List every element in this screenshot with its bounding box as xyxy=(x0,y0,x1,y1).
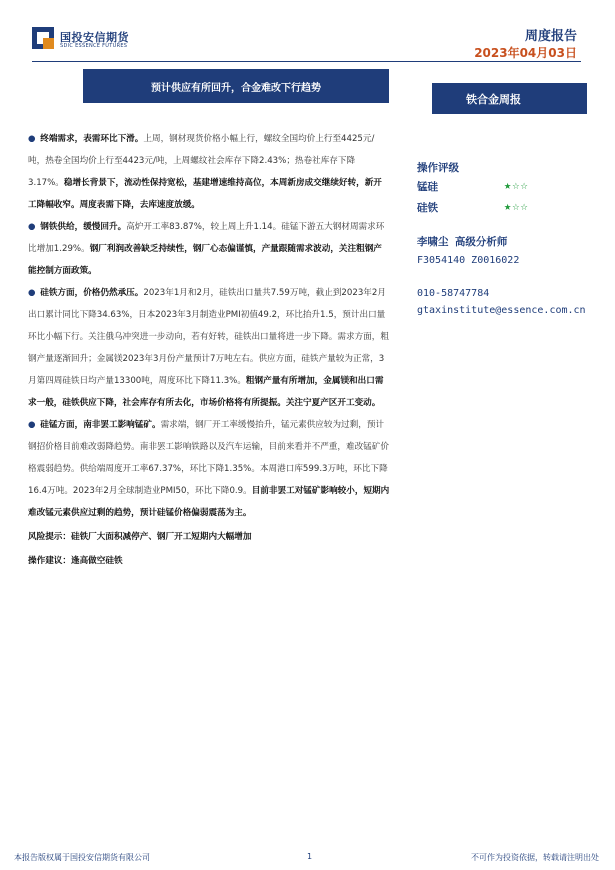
section-text: 需求端，钢厂开工率缓慢抬升，锰元素供应较为过剩，预计钢招价格目前难改弱降趋势。南非罢工影响铁路以及汽车运输，目前来看并不严重，难改锰矿价格震弱趋势。供给端周度开工率67.37%，环比下降1.35%。本周港口库599.3万吨，环比下降16.4万吨。2023年2月全球制造业PMI50，环比下降0.9。 xyxy=(28,420,389,496)
section-text: 高炉开工率83.87%，较上周上升1.14。硅锰下游五大钢材周需求环比增加1.29%。 xyxy=(28,222,385,254)
section-conclusion: 粗钢产量有所增加，金属镁和出口需求一般，硅铁供应下降，社会库存有所去化，市场价格将有所提振。关注宁夏产区开工变动。 xyxy=(28,376,384,408)
analyst-name: 李啸尘 高级分析师 xyxy=(417,236,508,248)
section-text: 上周，钢材现货价格小幅上行，螺纹全国均价上行至4425元/吨，热卷全国均价上行至4423元/吨，上周螺纹社会库存下降2.43%；热卷社库存下降3.17%。 xyxy=(28,134,375,188)
bullet-icon: ● xyxy=(28,222,36,232)
rating-title: 操作评级 xyxy=(417,162,459,174)
section-steel-supply xyxy=(28,216,390,282)
rating-row-ferrosilicon xyxy=(417,196,607,217)
rating-row-silicomanganese xyxy=(417,175,607,196)
section-heading: 硅铁方面，价格仍然承压。 xyxy=(40,288,144,298)
company-logo xyxy=(32,27,192,53)
report-title: 预计供应有所回升，合金难改下行趋势 xyxy=(83,69,389,103)
section-heading: 钢铁供给，缓慢回升。 xyxy=(40,222,127,232)
logo-text-cn: 国投安信期货 xyxy=(60,31,129,44)
section-conclusion: 目前非罢工对锰矿影响较小，短期内难改锰元素供应过剩的趋势，预计硅锰价格偏弱震荡为主。 xyxy=(28,486,390,518)
rating-name: 锰硅 xyxy=(417,181,438,193)
section-conclusion: 稳增长背景下，流动性保持宽松，基建增速维持高位，本周新房成交继续好转，新开工降幅收窄。周度表需下降，去库速度放缓。 xyxy=(28,178,382,210)
section-demand xyxy=(28,128,390,216)
logo-mark-icon xyxy=(32,27,54,49)
bullet-icon: ● xyxy=(28,134,36,144)
analyst-certificate: F3054140 Z0016022 xyxy=(417,255,520,266)
report-tag: 铁合金周报 xyxy=(432,83,587,114)
rating-name: 硅铁 xyxy=(417,202,438,214)
logo-text-en: SDIC ESSENCE FUTURES xyxy=(60,43,128,49)
header-divider xyxy=(32,61,581,62)
footer-copyright: 本报告版权属于国投安信期货有限公司 xyxy=(14,853,150,862)
bullet-icon: ● xyxy=(28,288,36,298)
star-rating-icon: ★☆☆ xyxy=(504,199,529,213)
main-content xyxy=(28,128,390,572)
section-heading: 硅锰方面，南非罢工影响锰矿。 xyxy=(40,420,161,430)
report-date: 2023年04月03日 xyxy=(474,46,577,60)
contact-phone: 010-58747784 xyxy=(417,288,490,299)
bullet-icon: ● xyxy=(28,420,36,430)
star-rating-icon: ★☆☆ xyxy=(504,178,529,192)
section-heading: 终端需求，表需环比下滑。 xyxy=(40,134,144,144)
report-type: 周度报告 xyxy=(524,29,577,44)
operation-advice: 操作建议：逢高做空硅铁 xyxy=(28,556,123,566)
contact-email[interactable]: gtaxinstitute@essence.com.cn xyxy=(417,305,586,316)
section-ferrosilicon xyxy=(28,282,390,414)
section-text: 2023年1月和2月，硅铁出口量共7.59万吨，截止到2023年2月出口累计同比下降34.63%，日本2023年3月制造业PMI初值49.2，环比抬升1.5，预计出口量环比小幅下行。关注俄乌冲突进一步动向，若有好转，硅铁出口量将进一步下降。需求方面，粗钢产量逐渐回升；金属镁2023年3月份产量预计7万吨左右。供应方面，硅铁产量较为正常，3月第四周硅铁日均产量13300吨，周度环比下降11.3%。 xyxy=(28,288,389,386)
risk-warning: 风险提示：硅铁厂大面积减停产、钢厂开工短期内大幅增加 xyxy=(28,532,252,542)
section-silicomanganese xyxy=(28,414,390,524)
footer-disclaimer: 不可作为投资依据，转载请注明出处 xyxy=(471,853,599,862)
page-number: 1 xyxy=(307,852,313,861)
section-conclusion: 钢厂利润改善缺乏持续性，钢厂心态偏谨慎，产量跟随需求波动，关注粗钢产能控制方面政策。 xyxy=(28,244,382,276)
sidebar xyxy=(417,160,607,316)
